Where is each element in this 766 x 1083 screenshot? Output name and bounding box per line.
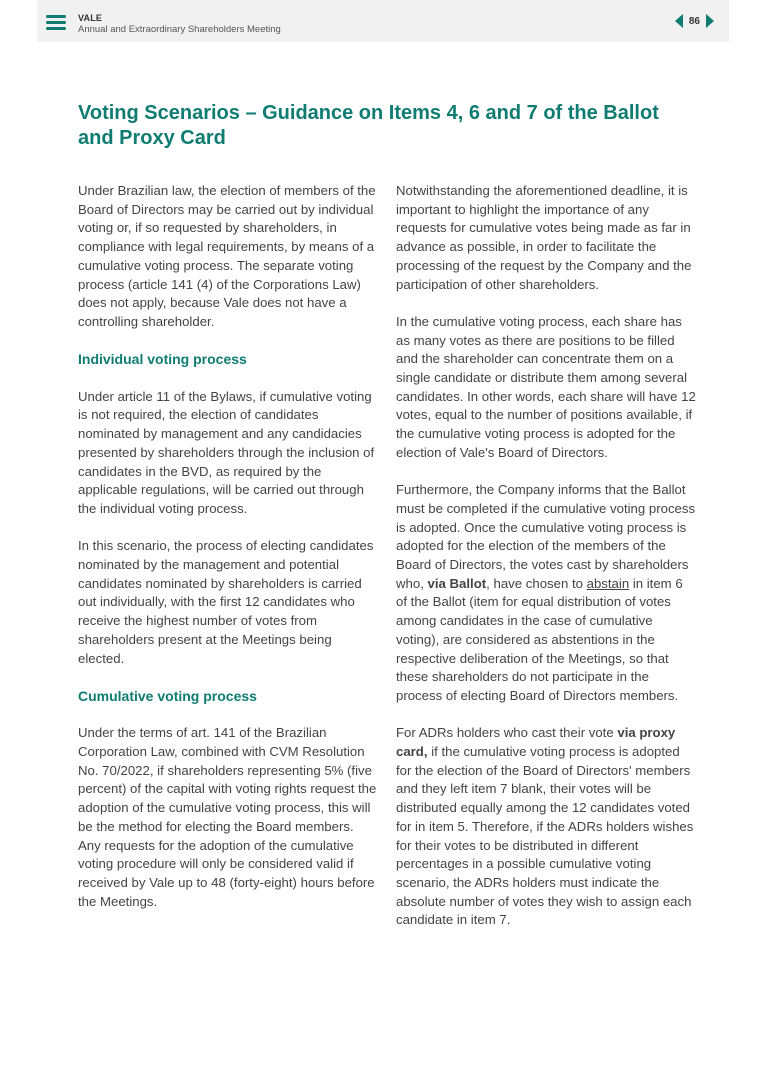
page-title: Voting Scenarios – Guidance on Items 4, 6 and 7 of the Ballot and Proxy Card [78, 102, 659, 149]
individual-voting-paragraph: Under article 11 of the Bylaws, if cumulative voting is not required, the election of candidates nominated by management and any candidacies presented by shareholders through the inclusion of candidates in the BVD, as required by the applicable regulations, will be carried out through the individual voting process. [78, 388, 375, 516]
page-navigator [675, 14, 714, 28]
individual-scenario-paragraph: In this scenario, the process of electing candidates nominated by the management and potential candidates nominated by shareholders is carried out individually, with the first 12 candidates who receive the highest number of votes from shareholders present at the Meetings being elected. [78, 538, 374, 666]
left-column [78, 182, 378, 930]
document-subtitle: Annual and Extraordinary Shareholders Meeting [78, 24, 281, 35]
page-number: 86 [688, 15, 700, 27]
brand-name: VALE [78, 13, 103, 23]
abstain-text: abstain [586, 575, 630, 591]
ballot-paragraph: Furthermore, the Company informs that the Ballot must be completed if the cumulative voting process is adopted. Once the cumulative voting process is adopted for the election of the members of the Board of Directors, the votes cast by shareholders who, via Ballot, have chosen to abstain in item 6 of the Ballot (item for equal distribution of votes among candidates in the case of cumulative voting), are considered as abstentions in the respective deliberation of the Meetings, so that these shareholders do not participate in the process of electing Board of Directors members. [396, 482, 696, 703]
cumulative-voting-paragraph: Under the terms of art. 141 of the Brazilian Corporation Law, combined with CVM Resolution No. 70/2022, if shareholders representing 5% (five percent) of the capital with voting rights request the adoption of the cumulative voting process, this will be the method for electing the Board members. Any requests for the adoption of the cumulative voting procedure will only be considered valid if received by Vale up to 48 (forty-eight) hours before the Meetings. [78, 725, 377, 909]
cumulative-process-paragraph: In the cumulative voting process, each share has as many votes as there are positions to be filled and the shareholder can concentrate them on a single candidate or distribute them among several candidates. In other words, each share will have 12 votes, equal to the number of positions available, if the cumulative voting process is adopted for the election of Vale's Board of Directors. [396, 313, 696, 460]
right-column [396, 182, 696, 949]
via-proxy-card-text: via proxy card, [396, 725, 676, 760]
menu-icon[interactable] [46, 15, 66, 30]
previous-page-icon[interactable] [675, 14, 683, 28]
cumulative-voting-heading: Cumulative voting process [78, 687, 257, 704]
individual-voting-heading: Individual voting process [78, 351, 247, 368]
header-bar [37, 0, 729, 42]
intro-paragraph: Under Brazilian law, the election of members of the Board of Directors may be carried out by individual voting or, if so requested by shareholders, in compliance with legal requirements, by means of a cumulative voting process. The separate voting process (article 141 (4) of the Corporations Law) does not apply, because Vale does not have a controlling shareholder. [78, 183, 376, 329]
deadline-paragraph: Notwithstanding the aforementioned deadline, it is important to highlight the importance of any requests for cumulative votes being made as far in advance as possible, in order to facilitate the processing of the request by the Company and the participation of other shareholders. [396, 183, 692, 292]
via-ballot-text: via Ballot [427, 575, 487, 591]
next-page-icon[interactable] [706, 14, 714, 28]
adr-paragraph: For ADRs holders who cast their vote via proxy card, if the cumulative voting process is adopted for the election of the Board of Directors' members and they left item 7 blank, their votes will be distributed equally among the 12 candidates voted for in item 5. Therefore, if the ADRs holders wishes for their votes to be distributed in different percentages in a possible cumulative voting scenario, the ADRs holders must indicate the absolute number of votes they wish to assign each candidate in item 7. [396, 725, 694, 928]
